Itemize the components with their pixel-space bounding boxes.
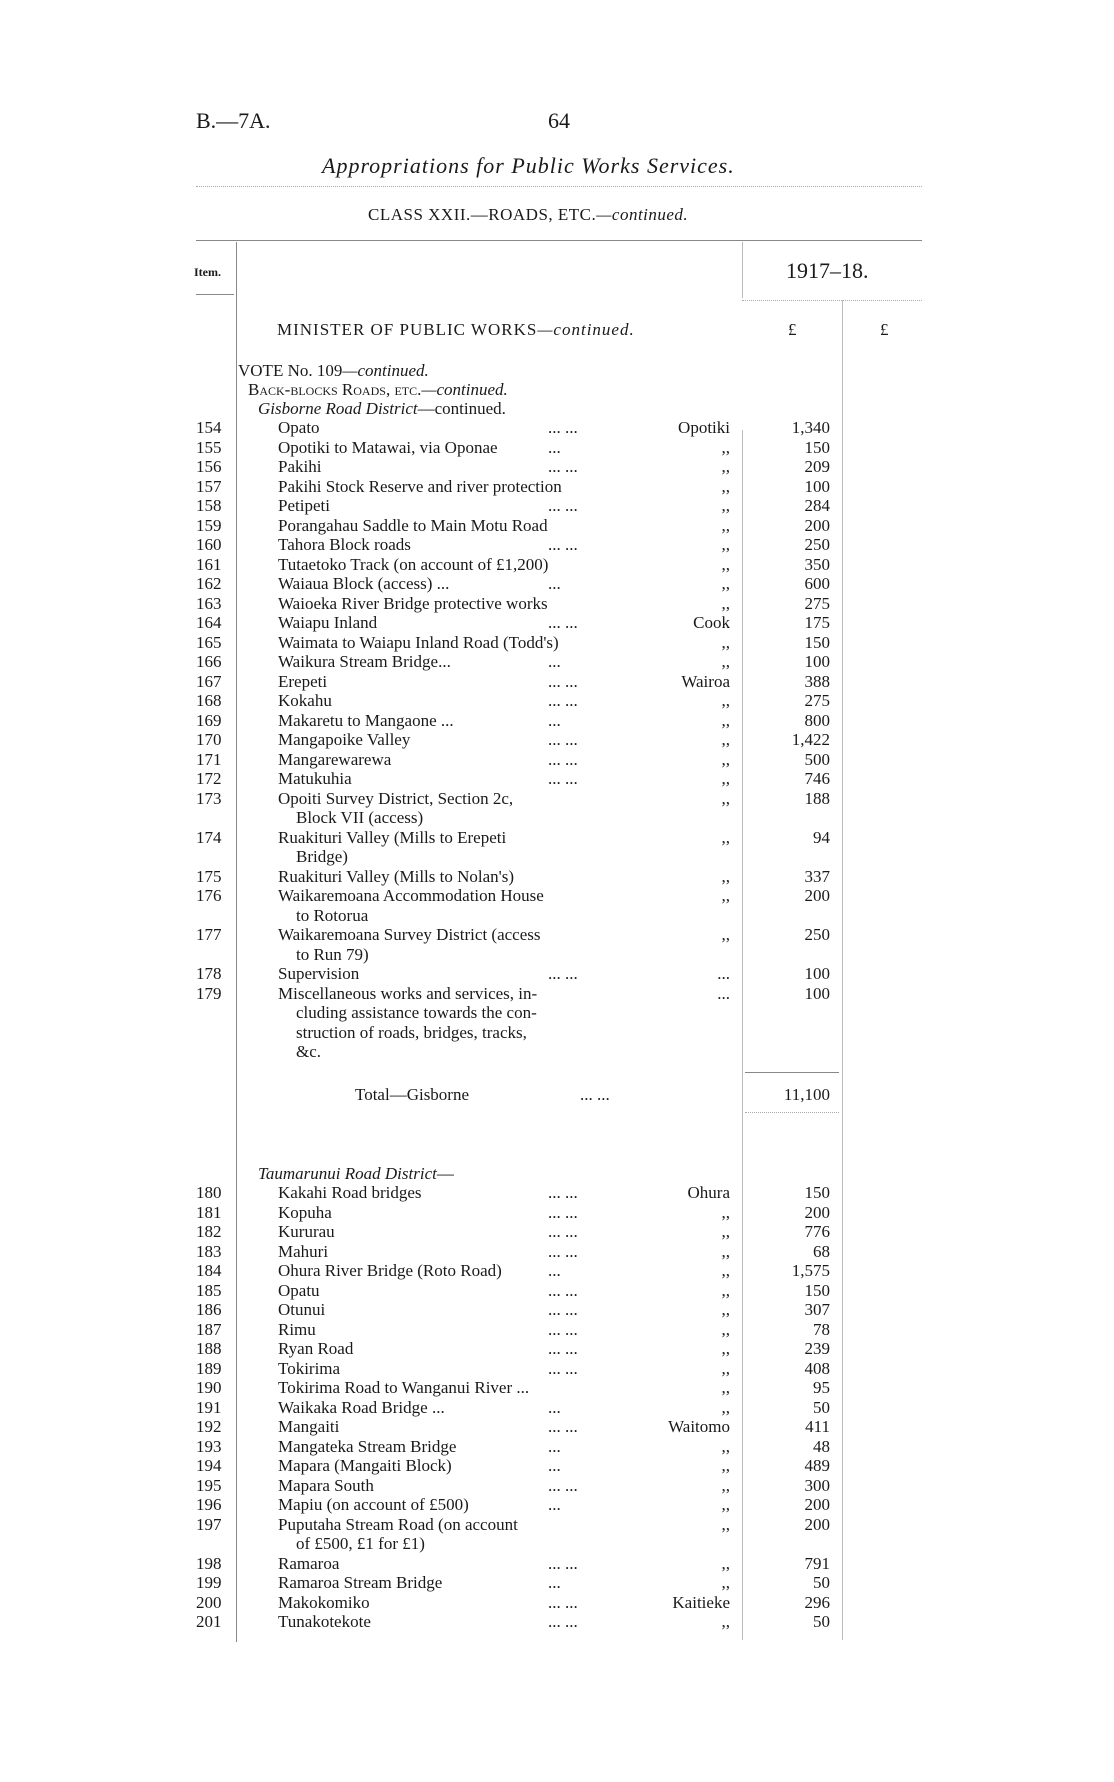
item-number: 183 (196, 1241, 222, 1261)
county-name: ,, (721, 457, 730, 476)
item-number: 181 (196, 1202, 222, 1222)
item-number: 164 (196, 613, 222, 632)
county-name: ,, (721, 710, 730, 730)
item-description: Waiapu Inland (278, 613, 378, 632)
item-description: Ruakituri Valley (Mills to Nolan's) (278, 866, 515, 886)
item-number: 180 (196, 1183, 222, 1202)
ministry-suffix: —continued. (537, 320, 635, 339)
gisborne-total-label: Total—Gisborne (355, 1085, 470, 1104)
county-name: ,, (721, 437, 730, 457)
item-description-continued: &c. (296, 1042, 322, 1061)
item-amount: 150 (804, 437, 830, 457)
year-header-rule (742, 300, 922, 301)
county-name: ,, (721, 1202, 730, 1222)
page-title: Appropriations for Public Works Services. (322, 153, 735, 178)
item-amount: 300 (804, 1475, 830, 1495)
county-name: ,, (721, 1222, 730, 1241)
leader-dots: ... (548, 1261, 561, 1280)
item-amount: 411 (805, 1417, 830, 1436)
item-number: 167 (196, 671, 222, 691)
item-number: 186 (196, 1300, 222, 1319)
county-name: Kaitieke (672, 1592, 730, 1612)
county-name: ... (717, 964, 730, 983)
county-name: ,, (721, 1475, 730, 1495)
leader-dots: ... (548, 1573, 561, 1592)
vote-label: VOTE No. 109 (238, 361, 343, 380)
item-number: 169 (196, 710, 222, 730)
section-heading (248, 380, 508, 400)
item-description: Pakihi Stock Reserve and river protection (278, 476, 562, 496)
item-description-continued: of £500, £1 for £1) (296, 1534, 425, 1553)
item-amount: 100 (804, 964, 830, 983)
item-number: 187 (196, 1319, 222, 1339)
item-amount: 100 (804, 983, 830, 1003)
item-description-continued: struction of roads, bridges, tracks, (296, 1022, 527, 1042)
county-name: Waitomo (668, 1417, 730, 1436)
county-name: ,, (721, 1612, 730, 1631)
item-amount: 489 (804, 1456, 830, 1475)
leader-dots: ... ... (548, 613, 578, 632)
item-description: Mahuri (278, 1241, 329, 1261)
item-amount: 200 (804, 1514, 830, 1534)
county-name: ,, (721, 574, 730, 593)
taumarunui-heading-suffix: — (436, 1164, 454, 1183)
county-name: ,, (721, 554, 730, 574)
item-amount: 1,422 (791, 730, 830, 749)
item-number: 184 (196, 1261, 222, 1280)
item-header-rule (196, 294, 234, 295)
item-number: 162 (196, 574, 222, 593)
county-name: ,, (721, 1280, 730, 1300)
item-amount: 746 (804, 769, 830, 788)
county-name: ,, (721, 1436, 730, 1456)
county-name: ,, (721, 1378, 730, 1397)
item-amount: 94 (813, 827, 830, 847)
item-amount: 200 (804, 1202, 830, 1222)
item-amount: 337 (804, 866, 830, 886)
item-description: Opotiki to Matawai, via Oponae (278, 437, 498, 457)
item-description: Makokomiko (278, 1592, 370, 1612)
item-description: Ramaroa (278, 1553, 340, 1573)
item-number: 196 (196, 1495, 222, 1514)
item-amount: 800 (804, 710, 830, 730)
item-number: 154 (196, 418, 222, 437)
county-name: Wairoa (681, 671, 730, 691)
leader-dots: ... ... (548, 457, 578, 476)
county-name: Ohura (687, 1183, 730, 1202)
item-description: Kokahu (278, 691, 332, 710)
item-description: Waimata to Waiapu Inland Road (Todd's) (278, 632, 559, 652)
item-amount: 296 (804, 1592, 830, 1612)
leader-dots: ... ... (548, 1202, 578, 1222)
item-column-divider (236, 242, 237, 1642)
leader-dots: ... ... (548, 691, 578, 710)
district-amount-divider (742, 430, 743, 1640)
county-name: ,, (721, 1300, 730, 1319)
item-description: Porangahau Saddle to Main Motu Road (278, 515, 548, 535)
county-name: ,, (721, 515, 730, 535)
leader-dots: ... ... (548, 1592, 578, 1612)
class-heading-suffix: —continued. (596, 205, 689, 224)
item-number: 157 (196, 476, 222, 496)
pound-column-1-header: £ (788, 320, 797, 339)
item-amount: 307 (804, 1300, 830, 1319)
item-number: 170 (196, 730, 222, 749)
county-name: ,, (721, 652, 730, 671)
item-number: 178 (196, 964, 222, 983)
item-number: 173 (196, 788, 222, 808)
item-amount: 100 (804, 476, 830, 496)
item-description: Otunui (278, 1300, 326, 1319)
item-number: 201 (196, 1612, 222, 1631)
item-number: 199 (196, 1573, 222, 1592)
item-amount: 100 (804, 652, 830, 671)
item-description: Waioeka River Bridge protective works (278, 593, 548, 613)
item-amount: 500 (804, 749, 830, 769)
item-column-header: Item. (194, 265, 221, 279)
leader-dots: ... (548, 652, 561, 671)
leader-dots: ... (548, 1397, 561, 1417)
county-name: ,, (721, 691, 730, 710)
year-column-header: 1917–18. (786, 258, 869, 283)
item-description: Ohura River Bridge (Roto Road) (278, 1261, 502, 1280)
item-amount: 791 (804, 1553, 830, 1573)
item-description: Waikaka Road Bridge ... (278, 1397, 445, 1417)
gisborne-heading-suffix: —continued. (417, 399, 506, 418)
leader-dots: ... (548, 437, 561, 457)
leader-dots: ... ... (548, 1222, 578, 1241)
item-description: Mangaiti (278, 1417, 340, 1436)
county-name: ... (717, 983, 730, 1003)
item-amount: 275 (804, 691, 830, 710)
county-name: ,, (721, 1456, 730, 1475)
item-description: Petipeti (278, 496, 330, 515)
county-name: ,, (721, 1514, 730, 1534)
item-description: Tutaetoko Track (on account of £1,200) (278, 554, 549, 574)
item-amount: 388 (804, 671, 830, 691)
item-number: 185 (196, 1280, 222, 1300)
county-name: ,, (721, 1319, 730, 1339)
item-amount: 408 (804, 1358, 830, 1378)
leader-dots: ... (548, 1436, 561, 1456)
item-number: 189 (196, 1358, 222, 1378)
item-number: 159 (196, 515, 222, 535)
item-description: Miscellaneous works and services, in- (278, 983, 538, 1003)
item-amount: 600 (804, 574, 830, 593)
amount-column-divider (842, 300, 843, 1640)
item-description: Kururau (278, 1222, 335, 1241)
item-number: 176 (196, 886, 222, 905)
class-heading (368, 205, 688, 225)
item-description: Mangateka Stream Bridge (278, 1436, 457, 1456)
county-name: ,, (721, 788, 730, 808)
title-rule (196, 186, 922, 187)
item-number: 177 (196, 925, 222, 944)
ministry-name: MINISTER OF PUBLIC WORKS (277, 320, 538, 339)
item-amount: 1,575 (791, 1261, 830, 1280)
county-name: ,, (721, 749, 730, 769)
county-name: ,, (721, 886, 730, 905)
item-number: 161 (196, 554, 222, 574)
taumarunui-heading-text: Taumarunui Road District (258, 1164, 437, 1183)
item-amount: 150 (804, 1183, 830, 1202)
county-name: Cook (693, 613, 730, 632)
item-number: 166 (196, 652, 222, 671)
item-description: Kakahi Road bridges (278, 1183, 422, 1202)
leader-dots: ... ... (548, 730, 578, 749)
county-name: ,, (721, 1261, 730, 1280)
item-number: 155 (196, 437, 222, 457)
leader-dots: ... (548, 1456, 561, 1475)
section-label: Back-blocks Roads, etc. (248, 380, 422, 399)
item-description-continued: to Run 79) (296, 944, 369, 964)
item-description: Opato (278, 418, 320, 437)
item-description: Pakihi (278, 457, 322, 476)
county-name: ,, (721, 593, 730, 613)
county-name: ,, (721, 476, 730, 496)
leader-dots: ... ... (548, 1280, 578, 1300)
item-amount: 48 (813, 1436, 830, 1456)
item-description: Ramaroa Stream Bridge (278, 1573, 443, 1592)
item-description: Opatu (278, 1280, 320, 1300)
item-description: Ruakituri Valley (Mills to Erepeti (278, 827, 507, 847)
item-description: Matukuhia (278, 769, 352, 788)
leader-dots: ... ... (548, 1183, 578, 1202)
leader-dots: ... ... (548, 1339, 578, 1358)
leader-dots: ... ... (548, 769, 578, 788)
item-amount: 200 (804, 886, 830, 905)
item-number: 195 (196, 1475, 222, 1495)
leader-dots: ... ... (548, 535, 578, 554)
leader-dots: ... ... (548, 671, 578, 691)
document-reference: B.—7A. (196, 108, 271, 133)
item-description-continued: Bridge) (296, 847, 348, 866)
item-number: 193 (196, 1436, 222, 1456)
section-suffix: —continued. (421, 380, 508, 399)
item-amount: 150 (804, 1280, 830, 1300)
item-number: 192 (196, 1417, 222, 1436)
item-amount: 150 (804, 632, 830, 652)
item-number: 172 (196, 769, 222, 788)
item-description: Kopuha (278, 1202, 332, 1222)
county-name: ,, (721, 1553, 730, 1573)
county-name: ,, (721, 1339, 730, 1358)
item-number: 198 (196, 1553, 222, 1573)
item-amount: 209 (804, 457, 830, 476)
item-number: 191 (196, 1397, 222, 1417)
leader-dots: ... ... (548, 1241, 578, 1261)
total-rule-top (745, 1072, 839, 1073)
item-number: 165 (196, 632, 222, 652)
item-number: 190 (196, 1378, 222, 1397)
item-amount: 50 (813, 1612, 830, 1631)
item-description: Rimu (278, 1319, 316, 1339)
class-heading-text: CLASS XXII.—ROADS, ETC. (368, 205, 597, 224)
item-number: 188 (196, 1339, 222, 1358)
item-number: 168 (196, 691, 222, 710)
item-description-continued: to Rotorua (296, 905, 369, 925)
county-name: ,, (721, 1495, 730, 1514)
item-amount: 1,340 (791, 418, 830, 437)
item-description: Makaretu to Mangaone ... (278, 710, 454, 730)
leader-dots: ... ... (548, 1300, 578, 1319)
county-name: ,, (721, 925, 730, 944)
item-description-continued: cluding assistance towards the con- (296, 1003, 537, 1022)
leader-dots: ... ... (548, 1358, 578, 1378)
leader-dots: ... ... (548, 964, 578, 983)
leader-dots: ... ... (548, 1475, 578, 1495)
item-amount: 68 (813, 1241, 830, 1261)
item-description: Waikaremoana Survey District (access (278, 925, 541, 944)
gisborne-heading-text: Gisborne Road District (258, 399, 418, 418)
county-name: ,, (721, 535, 730, 554)
item-amount: 175 (804, 613, 830, 632)
item-number: 158 (196, 496, 222, 515)
county-name: Opotiki (678, 418, 730, 437)
county-name: ,, (721, 730, 730, 749)
item-amount: 200 (804, 515, 830, 535)
item-number: 156 (196, 457, 222, 476)
item-amount: 200 (804, 1495, 830, 1514)
item-amount: 95 (813, 1378, 830, 1397)
item-number: 197 (196, 1514, 222, 1534)
leader-dots: ... (548, 710, 561, 730)
leader-dots: ... ... (548, 1612, 578, 1631)
vote-suffix: —continued. (342, 361, 429, 380)
item-description: Puputaha Stream Road (on account (278, 1514, 518, 1534)
item-amount: 250 (804, 535, 830, 554)
item-number: 182 (196, 1222, 222, 1241)
taumarunui-heading (258, 1164, 454, 1184)
item-description: Mapiu (on account of £500) (278, 1495, 469, 1514)
item-number: 194 (196, 1456, 222, 1475)
county-name: ,, (721, 632, 730, 652)
total-rule-bottom (745, 1112, 839, 1113)
item-number: 175 (196, 866, 222, 886)
county-name: ,, (721, 1358, 730, 1378)
gisborne-total-amount: 11,100 (783, 1085, 830, 1104)
item-description: Waikaremoana Accommodation House (278, 886, 544, 905)
county-name: ,, (721, 827, 730, 847)
item-description: Tahora Block roads (278, 535, 411, 554)
item-number: 179 (196, 983, 222, 1003)
item-number: 163 (196, 593, 222, 613)
item-amount: 239 (804, 1339, 830, 1358)
ministry-heading (277, 320, 635, 340)
item-number: 160 (196, 535, 222, 554)
leader-dots: ... (548, 574, 561, 593)
item-description: Waikura Stream Bridge... (278, 652, 451, 671)
county-name: ,, (721, 866, 730, 886)
item-amount: 250 (804, 925, 830, 944)
county-name: ,, (721, 1573, 730, 1592)
item-description: Erepeti (278, 671, 328, 691)
item-description: Mangarewarewa (278, 749, 392, 769)
county-name: ,, (721, 1241, 730, 1261)
item-number: 171 (196, 749, 222, 769)
item-number: 200 (196, 1592, 222, 1612)
item-description: Supervision (278, 964, 360, 983)
leader-dots: ... ... (548, 749, 578, 769)
item-description: Mapara South (278, 1475, 374, 1495)
leader-dots: ... ... (548, 1553, 578, 1573)
leader-dots: ... ... (548, 496, 578, 515)
item-description: Waiaua Block (access) ... (278, 574, 450, 593)
item-amount: 50 (813, 1397, 830, 1417)
page-number: 64 (548, 108, 570, 133)
item-description: Ryan Road (278, 1339, 354, 1358)
item-amount: 284 (804, 496, 830, 515)
item-amount: 275 (804, 593, 830, 613)
item-amount: 78 (813, 1319, 830, 1339)
leader-dots: ... ... (548, 1319, 578, 1339)
year-column-divider (742, 242, 743, 298)
item-description: Opoiti Survey District, Section 2c, (278, 788, 514, 808)
item-description: Tunakotekote (278, 1612, 371, 1631)
item-amount: 188 (804, 788, 830, 808)
leader-dots: ... ... (548, 1417, 578, 1436)
table-top-rule (196, 240, 922, 241)
item-amount: 50 (813, 1573, 830, 1592)
gisborne-heading (258, 399, 506, 419)
item-amount: 350 (804, 554, 830, 574)
pound-column-2-header: £ (880, 320, 889, 339)
leader-dots: ... (548, 1495, 561, 1514)
item-description: Tokirima (278, 1358, 341, 1378)
item-description: Mangapoike Valley (278, 730, 411, 749)
county-name: ,, (721, 496, 730, 515)
item-description-continued: Block VII (access) (296, 808, 424, 827)
item-description: Mapara (Mangaiti Block) (278, 1456, 452, 1475)
vote-heading (238, 361, 429, 381)
item-number: 174 (196, 827, 222, 847)
gisborne-total-dots: ... ... (580, 1085, 610, 1104)
county-name: ,, (721, 769, 730, 788)
item-amount: 776 (804, 1222, 830, 1241)
leader-dots: ... ... (548, 418, 578, 437)
county-name: ,, (721, 1397, 730, 1417)
item-description: Tokirima Road to Wanganui River ... (278, 1378, 530, 1397)
